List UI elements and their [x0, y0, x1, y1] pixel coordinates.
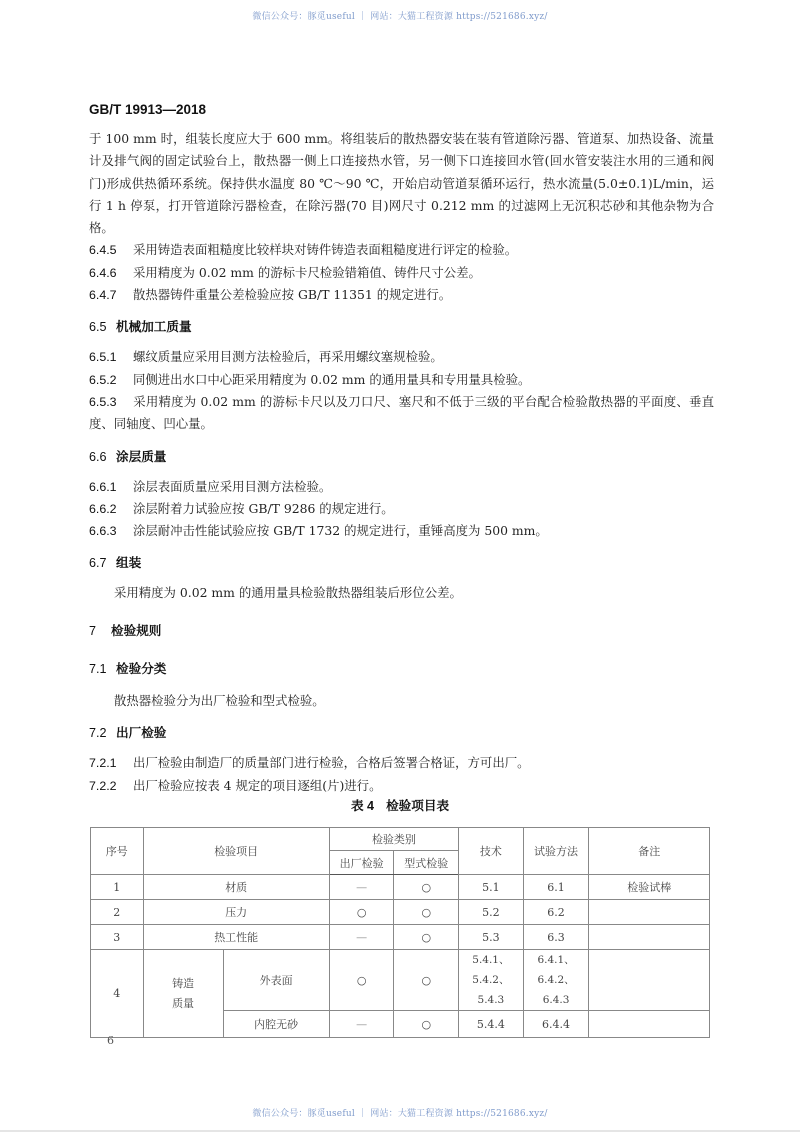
clause-6-4-5	[89, 239, 714, 261]
cell-type-test: ○	[394, 900, 459, 925]
clause-text: 出厂检验由制造厂的质量部门进行检验，合格后签署合格证，方可出厂。	[133, 755, 530, 771]
clause-text: 采用精度为 0.02 mm 的游标卡尺以及刀口尺、塞尺和不低于三级的平台配合检验散热器的平面度、垂直度、同轴度、凹心量。	[89, 393, 714, 432]
cell-remark	[589, 900, 710, 925]
clause-6-5-1	[89, 346, 714, 368]
cell-item: 外表面	[223, 950, 329, 1011]
cell-remark	[589, 925, 710, 950]
table-row	[91, 875, 710, 900]
cell-type-test: ○	[394, 875, 459, 900]
cell-tech: 5.2	[459, 900, 524, 925]
cell-item: 材质	[143, 875, 329, 900]
clause-text: 采用铸造表面粗糙度比较样块对铸件铸造表面粗糙度进行评定的检验。	[133, 242, 518, 258]
clause-number: 7.2.1	[89, 756, 117, 771]
table-row	[91, 925, 710, 950]
cell-tech: 5.4.4	[459, 1011, 524, 1038]
clause-6-6-3	[89, 520, 714, 542]
cell-type-test: ○	[394, 950, 459, 1011]
clause-6-4-6	[89, 262, 714, 284]
cell-seq: 3	[91, 925, 144, 950]
header-factory: 出厂检验	[329, 851, 394, 875]
method-line-2: 6.4.3	[542, 994, 570, 1006]
cell-remark	[589, 950, 710, 1011]
clause-7-2-1	[89, 752, 714, 774]
cell-type-test: ○	[394, 1011, 459, 1038]
clause-number: 6.5.2	[89, 372, 117, 387]
cell-tech: 5.1	[459, 875, 524, 900]
cell-factory: ○	[329, 950, 394, 1011]
clause-text: 螺纹质量应采用目测方法检验后，再采用螺纹塞规检验。	[133, 349, 443, 365]
cell-method: 6.4.4	[523, 1011, 589, 1038]
cell-item: 内腔无砂	[223, 1011, 329, 1038]
cell-group	[143, 950, 223, 1038]
continuation-paragraph: 于 100 mm 时，组装长度应大于 600 mm。将组装后的散热器安装在装有管道除污器、管道泵、加热设备、流量计及排气阀的固定试验台上，散热器一侧上口连接热水管，另一侧下口连接回水管(回水管安装注水用的三通和阀门)形成供热循环系统。保持供水温度 80 ℃～90 ℃，开始启动管道泵循环运行，热水流量(5.0±0.1)L/min，运行 1 h 停泵，打开管道除污器检查，在除污器(70 目)网尺寸 0.212 mm 的过滤网上无沉积芯砂和其他杂物为合格。	[89, 131, 714, 236]
clause-number: 6.4.7	[89, 288, 117, 303]
header-seq: 序号	[91, 828, 144, 875]
clause-7-2-2	[89, 775, 714, 797]
cell-factory: —	[329, 875, 394, 900]
header-remark: 备注	[589, 828, 710, 875]
table-row	[91, 950, 710, 1011]
header-category: 检验类别	[329, 828, 458, 851]
clause-number: 6.6.3	[89, 524, 117, 539]
section-title: 检验分类	[116, 662, 167, 677]
table-title: 检验项目表	[386, 799, 450, 813]
clause-number: 6.6.1	[89, 479, 117, 494]
chapter-number: 7	[89, 624, 97, 639]
inspection-items-table	[90, 827, 710, 1038]
cell-remark	[589, 1011, 710, 1038]
clause-number: 6.5.1	[89, 350, 117, 365]
section-heading-7-1	[89, 658, 714, 680]
clause-number: 6.6.2	[89, 501, 117, 516]
section-number: 7.2	[89, 726, 107, 741]
clause-text: 同侧进出水口中心距采用精度为 0.02 mm 的通用量具和专用量具检验。	[133, 371, 531, 387]
cell-tech	[459, 950, 524, 1011]
clause-6-6-2	[89, 498, 714, 520]
cell-factory: —	[329, 925, 394, 950]
cell-seq: 4	[91, 950, 144, 1038]
section-heading-6-6	[89, 446, 714, 468]
clause-number: 7.2.2	[89, 778, 117, 793]
table-header-row	[91, 828, 710, 851]
watermark-bottom: 微信公众号：豚觅useful ｜ 网站：大猫工程资源 https://521686.xyz/	[252, 1109, 548, 1119]
section-number: 6.5	[89, 320, 107, 335]
clause-6-6-1	[89, 476, 714, 498]
clause-number: 6.5.3	[89, 394, 117, 409]
section-6-7-text: 采用精度为 0.02 mm 的通用量具检验散热器组装后形位公差。	[114, 585, 462, 601]
watermark-top: 微信公众号：豚觅useful ｜ 网站：大猫工程资源 https://521686.xyz/	[252, 12, 548, 22]
cell-method	[523, 950, 589, 1011]
group-line-2: 质量	[172, 996, 195, 1010]
clause-text: 涂层附着力试验应按 GB/T 9286 的规定进行。	[133, 500, 394, 516]
document-body	[89, 128, 714, 797]
cell-seq: 1	[91, 875, 144, 900]
page-number: 6	[107, 1034, 114, 1047]
clause-number: 6.4.5	[89, 243, 117, 258]
cell-seq: 2	[91, 900, 144, 925]
chapter-heading-7	[89, 620, 714, 642]
table-row	[91, 900, 710, 925]
cell-factory: ○	[329, 900, 394, 925]
clause-6-4-7	[89, 284, 714, 306]
section-number: 7.1	[89, 662, 107, 677]
section-heading-7-2	[89, 722, 714, 744]
header-item: 检验项目	[143, 828, 329, 875]
section-title: 机械加工质量	[116, 320, 192, 335]
cell-method: 6.2	[523, 900, 589, 925]
method-line-1: 6.4.1、6.4.2、	[537, 954, 575, 986]
section-heading-6-7	[89, 552, 714, 574]
chapter-title: 检验规则	[111, 624, 162, 639]
header-tech: 技术	[459, 828, 524, 875]
cell-tech: 5.3	[459, 925, 524, 950]
section-number: 6.6	[89, 449, 107, 464]
cell-item: 压力	[143, 900, 329, 925]
cell-method: 6.3	[523, 925, 589, 950]
clause-text: 出厂检验应按表 4 规定的项目逐组(片)进行。	[133, 777, 382, 793]
tech-line-2: 5.4.3	[477, 994, 505, 1006]
cell-remark: 检验试棒	[589, 875, 710, 900]
clause-text: 涂层表面质量应采用目测方法检验。	[133, 478, 332, 494]
header-method: 试验方法	[523, 828, 589, 875]
cell-factory: —	[329, 1011, 394, 1038]
cell-type-test: ○	[394, 925, 459, 950]
clause-6-5-3	[89, 391, 714, 436]
tech-line-1: 5.4.1、5.4.2、	[472, 954, 510, 986]
section-title: 组装	[116, 556, 142, 571]
table-caption	[0, 795, 800, 814]
table-number: 表 4	[350, 799, 375, 813]
clause-6-5-2	[89, 369, 714, 391]
clause-number: 6.4.6	[89, 265, 117, 280]
clause-text: 散热器铸件重量公差检验应按 GB/T 11351 的规定进行。	[133, 287, 452, 303]
standard-header: GB/T 19913—2018	[89, 102, 207, 117]
section-number: 6.7	[89, 556, 107, 571]
group-line-1: 铸造	[172, 976, 195, 990]
header-type-test: 型式检验	[394, 851, 459, 875]
clause-text: 采用精度为 0.02 mm 的游标卡尺检验错箱值、铸件尺寸公差。	[133, 264, 481, 280]
section-7-1-text: 散热器检验分为出厂检验和型式检验。	[114, 693, 325, 709]
section-title: 涂层质量	[116, 449, 167, 464]
section-heading-6-5	[89, 316, 714, 338]
section-title: 出厂检验	[116, 726, 167, 741]
cell-method: 6.1	[523, 875, 589, 900]
clause-text: 涂层耐冲击性能试验应按 GB/T 1732 的规定进行，重锤高度为 500 mm。	[133, 523, 548, 539]
cell-item: 热工性能	[143, 925, 329, 950]
